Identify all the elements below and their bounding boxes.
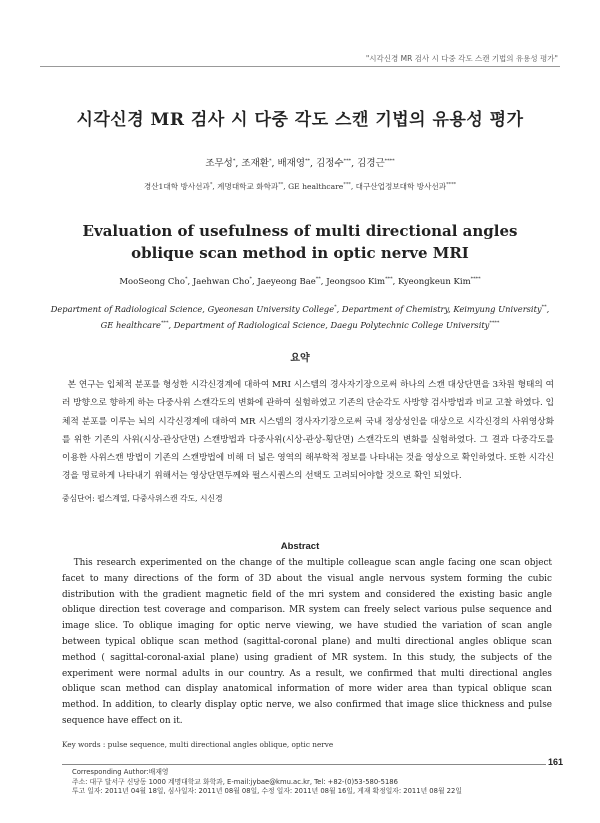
address-line: 주소: 대구 달서구 신당동 1000 계명대학교 화학과, E-mail:jybae@kmu.ac.kr, Tel: +82-(0)53-580-5186 bbox=[72, 777, 398, 786]
english-abstract-body bbox=[62, 556, 552, 730]
author-name: 조재환 bbox=[241, 158, 269, 169]
affiliation-mark: **** bbox=[446, 181, 457, 188]
footnote bbox=[72, 768, 552, 797]
author-name: 배재영 bbox=[277, 158, 306, 169]
english-affiliations bbox=[40, 301, 560, 333]
author-name: 김경근 bbox=[357, 158, 385, 169]
korean-abstract-body bbox=[62, 376, 554, 486]
korean-affiliations: 경산1대학 방사선과*, 계명대학교 화학과**, GE healthcare***, 대구산업정보대학 방사선과**** bbox=[143, 181, 457, 191]
affiliation: Department of Radiological Science, Gyeonesan University College bbox=[50, 304, 335, 314]
author-name: MooSeong Cho bbox=[119, 277, 185, 287]
affiliation-mark: * bbox=[209, 181, 213, 188]
affiliation-mark: ** bbox=[541, 304, 547, 311]
author-name: Kyeongkeun Kim bbox=[398, 277, 471, 287]
korean-abstract-heading: 요약 bbox=[290, 353, 310, 364]
footer-rule bbox=[62, 764, 546, 765]
affiliation-mark: *** bbox=[343, 181, 351, 188]
korean-authors: 조무성*, 조재환*, 배재영**, 김정수***, 김경근**** bbox=[205, 157, 395, 169]
affiliation-mark: ** bbox=[278, 181, 284, 188]
author-mark: **** bbox=[384, 157, 395, 164]
author-mark: ** bbox=[315, 276, 321, 283]
author-mark: * bbox=[249, 276, 252, 283]
affiliation: GE healthcare bbox=[100, 320, 161, 330]
dates-line: 투고 일자: 2011년 04월 18일, 심사일자: 2011년 08월 08일, 수정 일자: 2011년 08월 16일, 게재 확정일자: 2011년 08월 22일 bbox=[72, 787, 462, 795]
affiliation-line-1: Department of Radiological Science, Gyeonesan University College*, Department of Chemistry, Keimyung University**, bbox=[50, 304, 550, 314]
author-mark: ** bbox=[305, 157, 311, 164]
author-mark: **** bbox=[470, 276, 481, 283]
korean-title: 시각신경 MR 검사 시 다중 각도 스캔 기법의 유용성 평가 bbox=[76, 110, 524, 130]
author-mark: *** bbox=[385, 276, 393, 283]
author-name: Jeongsoo Kim bbox=[326, 277, 386, 287]
affiliation-mark: * bbox=[334, 304, 337, 311]
affiliation: Department of Radiological Science, Daegu Polytechnic College University bbox=[173, 320, 490, 330]
affiliation: Department of Chemistry, Keimyung University bbox=[341, 304, 542, 314]
affiliation: 경산1대학 방사선과 bbox=[143, 182, 210, 191]
author-mark: * bbox=[268, 157, 272, 164]
affiliation: 대구산업정보대학 방사선과 bbox=[355, 182, 447, 191]
english-title: Evaluation of usefulness of multi directional angles oblique scan method in optic nerve MRI bbox=[82, 222, 518, 262]
running-header: "시각신경 MR 검사 시 다중 각도 스캔 기법의 유용성 평가" bbox=[365, 54, 558, 63]
affiliation: GE healthcare bbox=[288, 182, 344, 191]
author-name: Jaehwan Cho bbox=[192, 277, 250, 287]
english-abstract-text: This research experimented on the change of the multiple colleague scan angle facing one scan object facet to many directions of the form of 3D about the visual angle nervous system forming the cubic distribution with the gradient magnetic field of the mri system and considered the existing basic angle oblique direction test coverage and comparison. MR system can freely select various pulse sequence and image slice. To oblique imaging for optic nerve viewing, we have studied the variation of scan angle between typical oblique scan method (sagittal-coronal plane) and multi directional angles oblique scan method ( sagittal-coronal-axial plane) using gradient of MR system. In this study, the subjects of the experiment were normal adults in our country. As a result, we confirmed that multi directional angles oblique scan method can display anatomical information of more wider area than typical oblique scan method. In addition, to clearly display optic nerve, we also confirmed that image slice thickness and pulse sequence have effect on it. bbox=[62, 558, 552, 726]
author-mark: * bbox=[232, 157, 236, 164]
affiliation-line-2: GE healthcare***, Department of Radiological Science, Daegu Polytechnic College University**** bbox=[100, 320, 500, 330]
author-mark: * bbox=[184, 276, 188, 283]
korean-abstract-text: 본 연구는 입체적 분포를 형성한 시각신경계에 대하여 MRI 시스템의 경사자기장으로써 하나의 스캔 대상단면을 3차원 형태의 여러 방향으로 향하게 하는 다중사위 스캔각도의 변화에 관하여 실험하였고 기존의 단순각도 사방향 검사방법과 비교 고찰 하였다. 입체적 분포를 이루는 뇌의 시각신경계에 대하여 MR 시스템의 경사자기장으로써 국내 정상성인을 대상으로 시각신경의 사위영상화를 위한 기존의 사위(시상-관상단면) 스캔방법과 다중사위(시상-관상-횡단면) 스캔각도의 변화를 실험하였다. 그 결과 다중각도를 이용한 사위스캔 방법이 기존의 스캔방법에 비해 더 넓은 영역의 해부학적 정보를 나타내는 것을 영상으로 확인하였다. 또한 시각신경을 명료하게 나타내기 위해서는 영상단면두께와 펄스시퀀스의 선택도 고려되어야할 것으로 확인 되었다. bbox=[62, 380, 554, 482]
page-number: 161 bbox=[548, 757, 564, 767]
english-authors: MooSeong Cho*, Jaehwan Cho*, Jaeyeong Bae**, Jeongsoo Kim***, Kyeongkeun Kim**** bbox=[119, 276, 481, 287]
header-rule bbox=[40, 66, 560, 67]
english-keywords: Key words : pulse sequence, multi directional angles oblique, optic nerve bbox=[62, 740, 334, 749]
author-name: 김정수 bbox=[316, 158, 344, 169]
author-mark: *** bbox=[343, 157, 352, 164]
affiliation: 계명대학교 화학과 bbox=[217, 182, 279, 191]
author-name: 조무성 bbox=[205, 158, 233, 169]
affiliation-mark: **** bbox=[489, 320, 500, 327]
english-abstract-heading: Abstract bbox=[280, 541, 320, 552]
affiliation-mark: *** bbox=[160, 320, 169, 327]
corresponding-author: Corresponding Author:배재영 bbox=[72, 768, 169, 776]
author-name: Jaeyeong Bae bbox=[257, 277, 316, 287]
korean-keywords: 중심단어: 펄스계열, 다중사위스캔 각도, 시신경 bbox=[62, 494, 223, 503]
